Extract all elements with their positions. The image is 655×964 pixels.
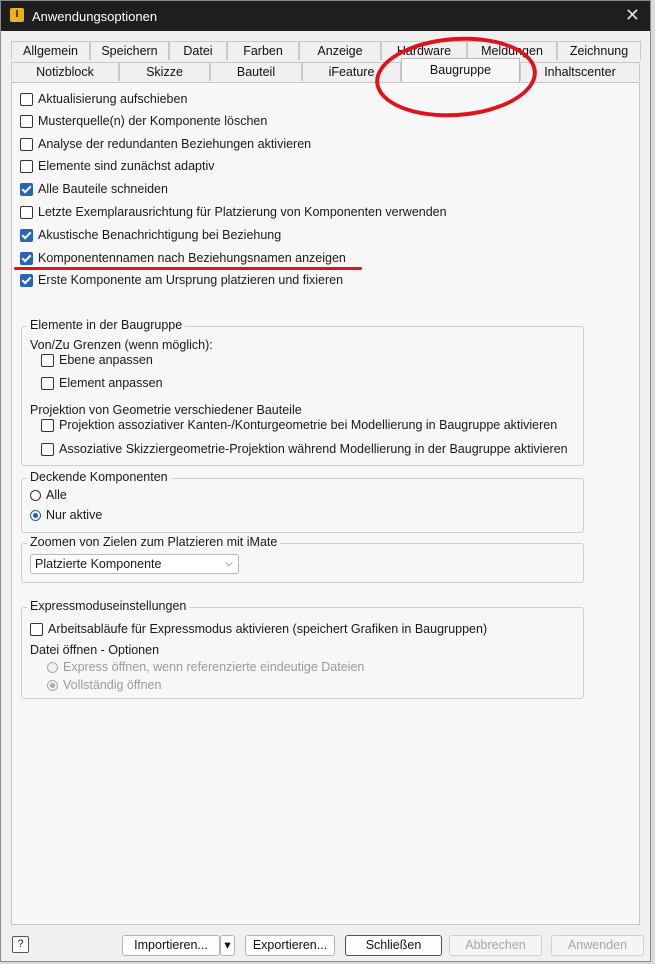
checkbox[interactable] — [20, 93, 33, 106]
checkbox[interactable] — [41, 354, 54, 367]
radio-label: Alle — [46, 488, 67, 502]
option-musterquelle[interactable] — [20, 112, 267, 130]
tab-row-2 — [11, 62, 640, 82]
checkbox[interactable] — [41, 377, 54, 390]
radio-button-disabled — [47, 662, 58, 673]
help-button[interactable]: ? — [12, 936, 29, 953]
tab-hardware[interactable]: Hardware — [381, 41, 467, 60]
app-icon: I — [10, 8, 24, 22]
option-label: Ebene anpassen — [59, 353, 153, 367]
group-title: Expressmoduseinstellungen — [27, 599, 189, 613]
option-skizziergeometrie[interactable] — [41, 440, 568, 458]
checkbox[interactable] — [20, 138, 33, 151]
tab-baugruppe[interactable]: Baugruppe — [401, 58, 520, 82]
caret-down-icon: ▾ — [224, 938, 231, 952]
radio-button-disabled-selected — [47, 680, 58, 691]
radio-button[interactable] — [30, 490, 41, 501]
option-exemplarausrichtung[interactable] — [20, 203, 447, 221]
option-label: Alle Bauteile schneiden — [38, 182, 168, 196]
annotation-underline — [14, 267, 362, 270]
select-value: Platzierte Komponente — [35, 557, 162, 571]
option-projektion-kanten[interactable] — [41, 416, 557, 434]
option-analyse[interactable] — [20, 135, 311, 153]
apply-button: Anwenden — [551, 935, 644, 956]
checkbox[interactable] — [20, 206, 33, 219]
option-label: Erste Komponente am Ursprung platzieren und fixieren — [38, 273, 344, 287]
von-zu-grenzen-label: Von/Zu Grenzen (wenn möglich): — [30, 338, 213, 352]
window-title: Anwendungsoptionen — [32, 9, 158, 24]
option-aktualisierung[interactable] — [20, 90, 187, 108]
tab-anzeige[interactable]: Anzeige — [299, 41, 381, 60]
option-label: Element anpassen — [59, 376, 163, 390]
import-dropdown-button[interactable] — [220, 935, 235, 956]
radio-label: Express öffnen, wenn referenzierte eindeutige Dateien — [63, 660, 365, 674]
checkbox[interactable] — [41, 443, 54, 456]
checkbox[interactable] — [41, 419, 54, 432]
title-bar — [1, 1, 650, 31]
option-label: Arbeitsabläufe für Expressmodus aktivieren (speichert Grafiken in Baugruppen) — [48, 622, 488, 636]
option-erste-komponente[interactable] — [20, 271, 343, 289]
option-label: Musterquelle(n) der Komponente löschen — [38, 114, 268, 128]
option-label: Komponentennamen nach Beziehungsnamen anzeigen — [38, 251, 346, 265]
close-icon[interactable]: ✕ — [624, 5, 640, 25]
import-button[interactable]: Importieren... — [122, 935, 220, 956]
tab-speichern[interactable]: Speichern — [90, 41, 169, 60]
tab-bauteil[interactable]: Bauteil — [210, 62, 302, 81]
option-label: Elemente sind zunächst adaptiv — [38, 159, 215, 173]
option-expressmodus[interactable] — [30, 620, 487, 638]
radio-vollstaendig-oeffnen — [47, 676, 161, 694]
option-akustisch[interactable] — [20, 226, 281, 244]
option-label: Aktualisierung aufschieben — [38, 92, 188, 106]
checkbox-checked[interactable] — [20, 183, 33, 196]
group-title: Zoomen von Zielen zum Platzieren mit iMate — [27, 535, 280, 549]
checkbox-checked[interactable] — [20, 229, 33, 242]
radio-label: Vollständig öffnen — [63, 678, 162, 692]
radio-express-oeffnen — [47, 658, 364, 676]
group-title: Elemente in der Baugruppe — [27, 318, 185, 332]
radio-button-selected[interactable] — [30, 510, 41, 521]
projektion-label: Projektion von Geometrie verschiedener Bauteile — [30, 403, 302, 417]
option-label: Assoziative Skizziergeometrie-Projektion während Modellierung in der Baugruppe aktivieren — [59, 442, 568, 456]
tab-farben[interactable]: Farben — [227, 41, 299, 60]
tab-ifeature[interactable]: iFeature — [302, 62, 401, 81]
radio-label: Nur aktive — [46, 508, 103, 522]
datei-oeffnen-label: Datei öffnen - Optionen — [30, 643, 160, 657]
radio-alle[interactable] — [30, 486, 67, 504]
tab-skizze[interactable]: Skizze — [119, 62, 210, 81]
option-alle-bauteile[interactable] — [20, 180, 168, 198]
tab-zeichnung[interactable]: Zeichnung — [557, 41, 641, 60]
tab-row-1 — [11, 41, 641, 61]
tab-datei[interactable]: Datei — [169, 41, 227, 60]
checkbox[interactable] — [20, 160, 33, 173]
option-label: Akustische Benachrichtigung bei Beziehung — [38, 228, 282, 242]
group-deckende-komponenten — [21, 470, 584, 533]
chevron-down-icon: ⌵ — [225, 558, 233, 569]
group-title: Deckende Komponenten — [27, 470, 171, 484]
checkbox-checked[interactable] — [20, 252, 33, 265]
checkbox-checked[interactable] — [20, 274, 33, 287]
option-label: Projektion assoziativer Kanten-/Konturgeometrie bei Modellierung in Baugruppe aktivieren — [59, 418, 558, 432]
checkbox[interactable] — [30, 623, 43, 636]
option-element-anpassen[interactable] — [41, 374, 163, 392]
cancel-button: Abbrechen — [449, 935, 542, 956]
tab-inhaltscenter[interactable]: Inhaltscenter — [520, 62, 640, 81]
export-button[interactable]: Exportieren... — [245, 935, 335, 956]
radio-nur-aktive[interactable] — [30, 506, 102, 524]
tab-meldungen[interactable]: Meldungen — [467, 41, 557, 60]
option-ebene-anpassen[interactable] — [41, 351, 153, 369]
zoom-target-select[interactable] — [30, 554, 239, 574]
option-label: Letzte Exemplarausrichtung für Platzierung von Komponenten verwenden — [38, 205, 447, 219]
tab-notizblock[interactable]: Notizblock — [11, 62, 119, 81]
checkbox[interactable] — [20, 115, 33, 128]
tab-allgemein[interactable]: Allgemein — [11, 41, 90, 60]
close-button[interactable]: Schließen — [345, 935, 442, 956]
option-komponentennamen[interactable] — [20, 249, 346, 267]
option-adaptiv[interactable] — [20, 157, 215, 175]
option-label: Analyse der redundanten Beziehungen aktivieren — [38, 137, 312, 151]
